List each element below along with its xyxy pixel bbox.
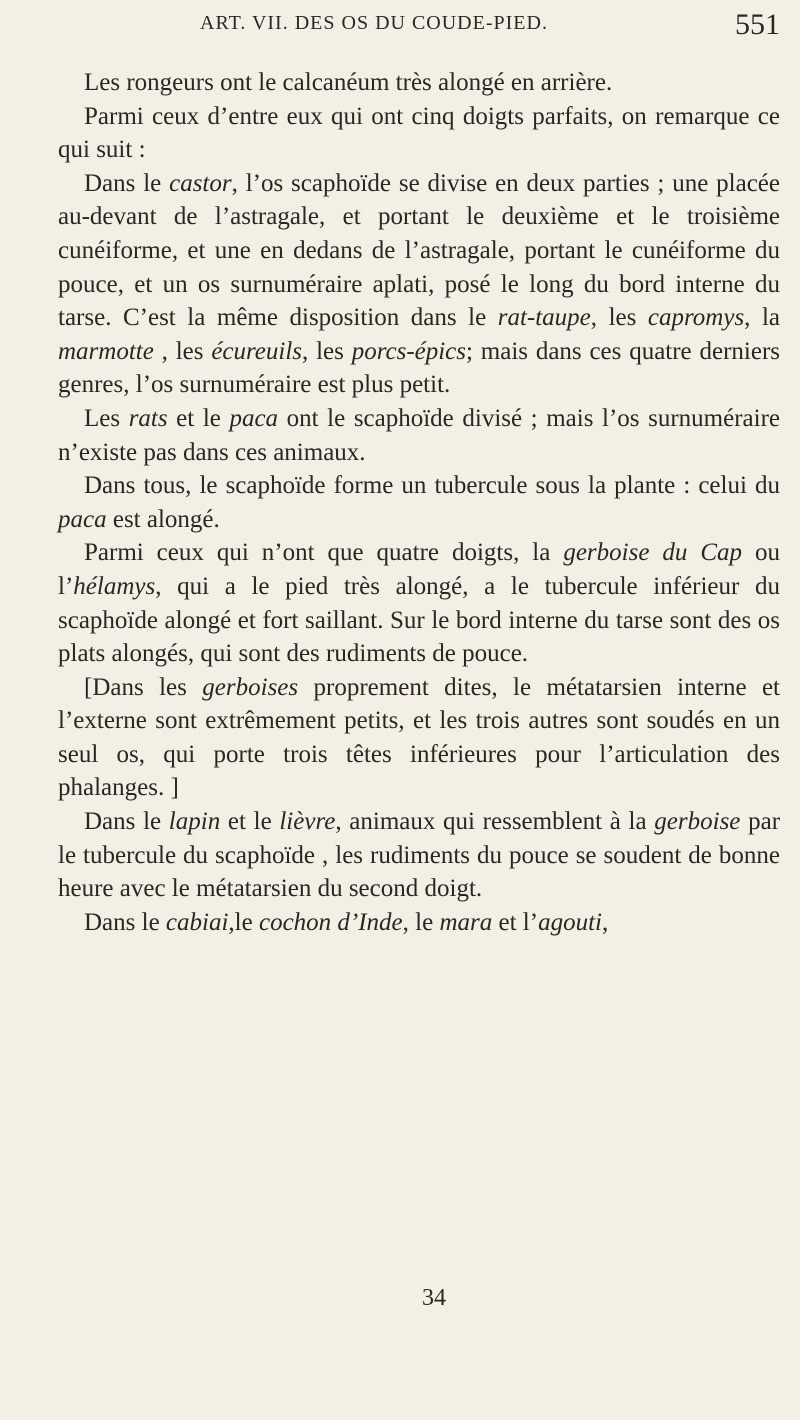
- text-run: est alongé.: [106, 505, 220, 533]
- text-run: ,: [602, 908, 609, 936]
- text-run: et le: [167, 404, 230, 432]
- text-run: , le: [402, 908, 440, 936]
- text-run: [Dans les: [84, 673, 203, 701]
- text-run: ou l’: [58, 539, 780, 600]
- text-run: , l’os scaphoïde se divise en deux parties ; une placée au-devant de l’astragale, et portant le deuxième et le troisième cunéiforme, et une en dedans de l’astragale, portant le cunéiforme du pouce, et un os surnuméraire aplati, posé le long du bord interne du tarse. C’est la même disposition dans le: [58, 169, 780, 332]
- paragraph-4: [58, 402, 780, 469]
- running-title: ART. VII. DES OS DU COUDE-PIED.: [200, 12, 548, 34]
- italic-run: rats: [128, 404, 168, 432]
- text-run: par le tubercule du scaphoïde , les rudiments du pouce se soudent de bonne heure avec le métatarsien du second doigt.: [58, 808, 781, 903]
- italic-run: hélamys: [73, 572, 156, 600]
- text-run: Dans tous, le scaphoïde forme un tubercule sous la plante : celui du: [84, 472, 780, 500]
- italic-run: gerboise: [654, 808, 741, 836]
- body-text: [58, 66, 780, 939]
- italic-run: cabiai: [165, 908, 229, 936]
- italic-run: rat-taupe: [497, 304, 591, 332]
- text-run: , la: [744, 304, 781, 332]
- italic-run: agouti: [538, 908, 602, 936]
- paragraph-8: [58, 805, 780, 906]
- italic-run: gerboises: [202, 673, 299, 701]
- text-run: proprement dites, le métatarsien interne et l’externe sont extrêmement petits, et les trois autres sont soudés en un seul os, qui porte trois têtes inférieures pour l’articulation des phalanges. ]: [58, 673, 780, 802]
- italic-run: cochon d’Inde: [258, 908, 403, 936]
- page-number: 551: [735, 8, 780, 41]
- italic-run: castor: [169, 169, 232, 197]
- text-run: et le: [220, 808, 280, 836]
- paragraph-7: [58, 671, 780, 805]
- text-run: ; mais dans ces quatre derniers genres, l’os surnuméraire est plus petit.: [58, 337, 780, 399]
- signature-mark: 34: [422, 1285, 446, 1311]
- italic-run: écureuils: [211, 337, 303, 365]
- paragraph-3: [58, 167, 780, 402]
- paragraph-6: [58, 536, 780, 670]
- text-run: ont le scaphoïde divisé ; mais l’os surnuméraire n’existe pas dans ces animaux.: [58, 404, 780, 466]
- italic-run: capromys: [647, 304, 745, 332]
- text-run: Les: [84, 404, 129, 432]
- text-run: , les: [153, 337, 212, 365]
- text-run: , qui a le pied très alongé, a le tubercule inférieur du scaphoïde alongé et fort saillant. Sur le bord interne du tarse sont des os plats alongés, qui sont des rudiments de pouce.: [58, 572, 780, 668]
- paragraph-9: [58, 906, 780, 940]
- italic-run: lièvre: [279, 808, 336, 836]
- italic-run: mara: [439, 908, 493, 936]
- text-run: Parmi ceux qui n’ont que quatre doigts, la: [84, 539, 564, 567]
- text-run: ,le: [228, 908, 259, 936]
- text-run: Dans le: [84, 169, 170, 197]
- text-run: Dans le: [84, 908, 166, 936]
- text-run: , animaux qui ressemblent à la: [335, 808, 655, 836]
- text-run: Dans le: [84, 808, 169, 836]
- text-run: , les: [590, 304, 648, 332]
- italic-run: marmotte: [58, 337, 154, 365]
- italic-run: porcs-épics: [351, 337, 467, 365]
- italic-run: lapin: [168, 808, 221, 836]
- paragraph-2: Parmi ceux d’entre eux qui ont cinq doigts parfaits, on remarque ce qui suit :: [58, 102, 780, 164]
- italic-run: paca: [229, 404, 279, 432]
- paragraph-5: [58, 469, 780, 536]
- italic-run: paca: [58, 505, 107, 533]
- italic-run: gerboise du Cap: [563, 539, 743, 567]
- paragraph-1: Les rongeurs ont le calcanéum très alongé en arrière.: [84, 69, 613, 96]
- text-run: et l’: [492, 908, 539, 936]
- text-run: , les: [302, 337, 352, 365]
- running-head: [200, 8, 780, 41]
